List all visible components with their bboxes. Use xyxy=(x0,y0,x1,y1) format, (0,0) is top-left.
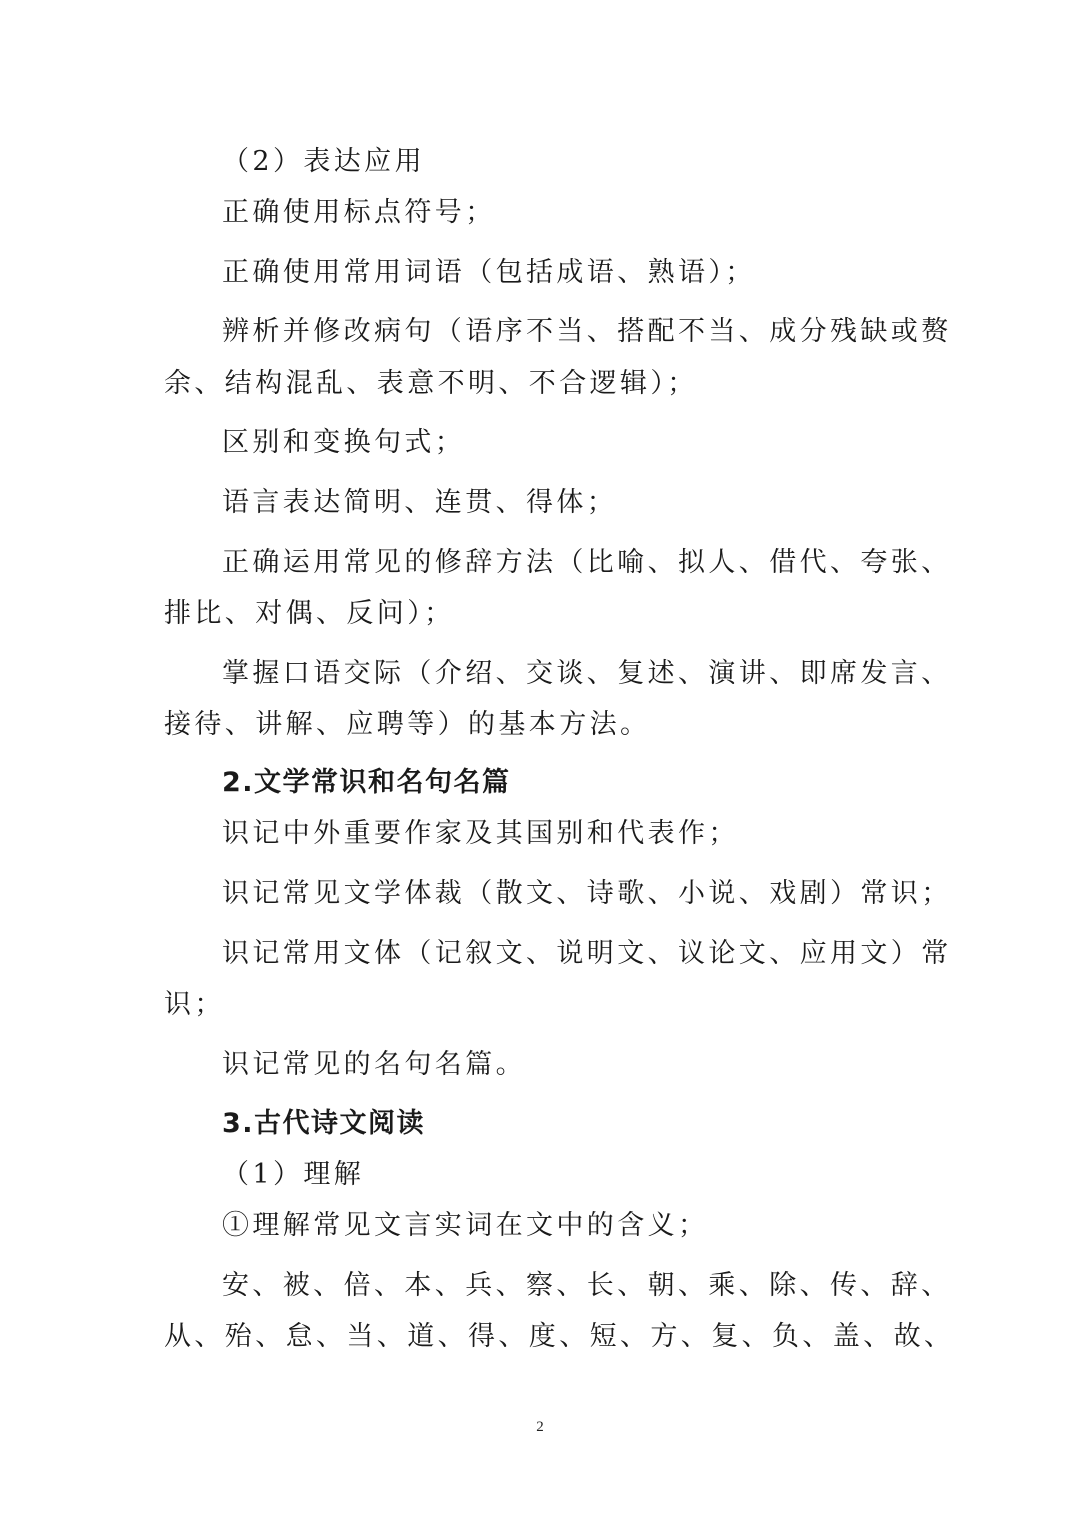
paragraph-line: 掌握口语交际（介绍、交谈、复述、演讲、即席发言、 xyxy=(222,658,952,689)
paragraph-line: 排比、对偶、反问）； xyxy=(164,598,455,629)
paragraph-line: 辨析并修改病句（语序不当、搭配不当、成分残缺或赘 xyxy=(222,316,952,347)
paragraph-line: 安、被、倍、本、兵、察、长、朝、乘、除、传、辞、 xyxy=(222,1270,952,1301)
section-heading-literature: 2.文学常识和名句名篇 xyxy=(222,767,511,798)
paragraph-line: 余、结构混乱、表意不明、不合逻辑）； xyxy=(164,368,698,399)
paragraph-line: 识记中外重要作家及其国别和代表作； xyxy=(222,818,739,849)
paragraph-line: 识记常用文体（记叙文、说明文、议论文、应用文）常 xyxy=(222,938,952,969)
paragraph-line: 接待、讲解、应聘等）的基本方法。 xyxy=(164,709,651,740)
section-heading-classical-reading: 3.古代诗文阅读 xyxy=(222,1108,426,1139)
paragraph-line: 从、殆、怠、当、道、得、度、短、方、复、负、盖、故、 xyxy=(164,1321,955,1352)
paragraph-line: 识记常见的名句名篇。 xyxy=(222,1049,526,1080)
subsection-heading-understanding: （1）理解 xyxy=(222,1159,365,1190)
subsection-heading-expression: （2）表达应用 xyxy=(222,146,425,177)
paragraph-line: 区别和变换句式； xyxy=(222,427,466,458)
paragraph-line: 识； xyxy=(164,989,225,1020)
paragraph-line: 正确使用标点符号； xyxy=(222,197,496,228)
paragraph-line: 识记常见文学体裁（散文、诗歌、小说、戏剧）常识； xyxy=(222,878,952,909)
paragraph-line: ①理解常见文言实词在文中的含义； xyxy=(222,1210,709,1241)
paragraph-line: 正确使用常用词语（包括成语、熟语）； xyxy=(222,257,756,288)
page-number: 2 xyxy=(536,1419,544,1435)
paragraph-line: 正确运用常见的修辞方法（比喻、拟人、借代、夸张、 xyxy=(222,547,952,578)
paragraph-line: 语言表达简明、连贯、得体； xyxy=(222,487,618,518)
